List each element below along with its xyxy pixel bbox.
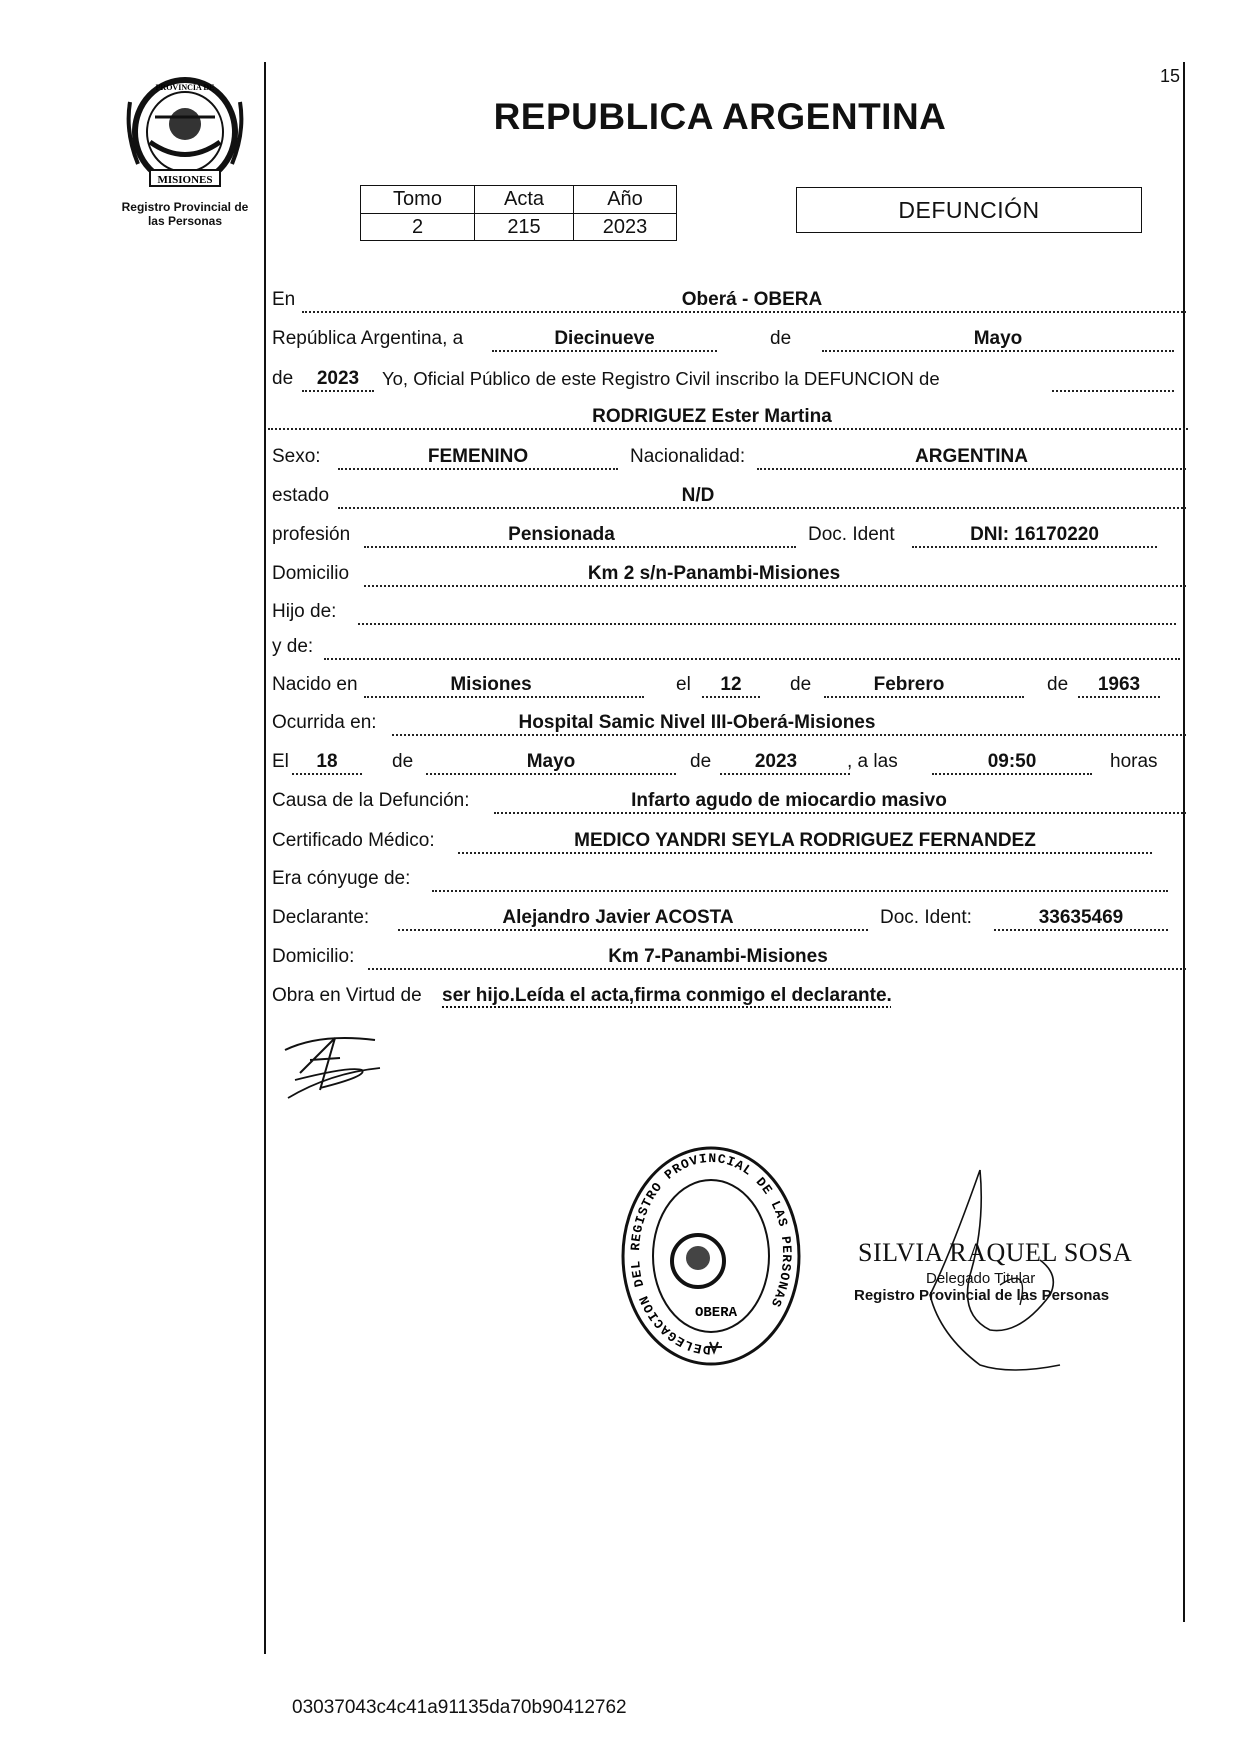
label-de-2: de: [272, 368, 294, 389]
left-margin-line: [264, 62, 266, 1654]
value-nacionalidad: ARGENTINA: [915, 446, 1028, 467]
row-estado: [272, 475, 1188, 509]
document-type-box: DEFUNCIÓN: [796, 187, 1142, 233]
seal-ring-text: DELEGACION DEL REGISTRO PROVINCIAL DE LAS PERSONAS: [628, 1150, 795, 1358]
row-certificado: [272, 820, 1188, 854]
label-sexo: Sexo:: [272, 446, 321, 467]
row-hijo-de: [272, 591, 1188, 625]
document-hash: 03037043c4c41a91135da70b90412762: [292, 1697, 627, 1718]
label-ocurrida-en: Ocurrida en:: [272, 712, 377, 733]
value-sexo: FEMENINO: [427, 446, 529, 467]
label-de-nac-2: de: [1047, 674, 1069, 695]
label-conyuge: Era cónyuge de:: [272, 868, 411, 889]
nombre-line: [268, 428, 1188, 430]
signatory-name: SILVIA RAQUEL SOSA: [858, 1238, 1133, 1267]
value-certificado: MEDICO YANDRI SEYLA RODRIGUEZ FERNANDEZ: [574, 830, 1036, 851]
label-de-1: de: [770, 328, 792, 349]
value-declarante: Alejandro Javier ACOSTA: [502, 907, 734, 928]
seal-center-text: OBERA: [694, 1305, 738, 1321]
label-en: En: [272, 289, 296, 310]
row-domicilio: [272, 553, 1188, 587]
value-nac-mes: Febrero: [873, 674, 945, 695]
row-nacido: [272, 664, 1188, 698]
provincial-coat-of-arms-logo: [120, 72, 250, 190]
logo-caption: Registro Provincial de las Personas: [121, 200, 249, 228]
value-def-hora: 09:50: [987, 751, 1037, 772]
registry-header-tomo: Tomo: [361, 186, 475, 214]
row-conyuge: [272, 858, 1188, 892]
logo-bottom-text: MISIONES: [157, 174, 213, 186]
registry-table: [360, 185, 677, 241]
label-declarante-doc: Doc. Ident:: [880, 907, 972, 928]
label-profesion: profesión: [272, 524, 351, 545]
label-republica: República Argentina, a: [272, 328, 464, 349]
value-lugar: Oberá - OBERA: [681, 289, 823, 310]
label-domicilio: Domicilio: [272, 563, 350, 584]
row-en: [272, 279, 1188, 313]
row-declarante-domicilio: [272, 936, 1188, 970]
page-number: 15: [1160, 66, 1181, 86]
label-de-def-2: de: [690, 751, 712, 772]
registry-header-acta: Acta: [475, 186, 574, 214]
oficial-text: Yo, Oficial Público de este Registro Civil inscribo la DEFUNCION de: [382, 368, 940, 389]
label-a-las: , a las: [847, 751, 898, 772]
value-def-anio: 2023: [754, 751, 798, 772]
signatory-role: Delegado Titular: [926, 1270, 1036, 1287]
signatory-org: Registro Provincial de las Personas: [854, 1287, 1110, 1304]
label-de-def-1: de: [392, 751, 414, 772]
value-estado: N/D: [681, 485, 715, 506]
value-def-mes: Mayo: [526, 751, 576, 772]
row-republica: [272, 318, 1188, 352]
registry-value-tomo: 2: [361, 214, 475, 241]
value-profesion: Pensionada: [508, 524, 615, 545]
row-sexo: [272, 436, 1188, 470]
row-y-de: [272, 626, 1188, 660]
row-nombre: [272, 396, 1188, 430]
row-fecha-defuncion: [272, 741, 1188, 775]
label-el-cap: El: [272, 751, 289, 772]
declarant-signature: [280, 1028, 400, 1103]
value-mes-texto: Mayo: [973, 328, 1023, 349]
label-horas: horas: [1110, 751, 1158, 772]
value-ocurrida: Hospital Samic Nivel III-Oberá-Misiones: [518, 712, 876, 733]
value-causa: Infarto agudo de miocardio masivo: [631, 790, 947, 811]
label-certificado: Certificado Médico:: [272, 830, 435, 851]
label-doc-ident: Doc. Ident: [808, 524, 895, 545]
value-nombre: RODRIGUEZ Ester Martina: [592, 406, 832, 427]
label-declarante: Declarante:: [272, 907, 370, 928]
value-nac-dia: 12: [720, 674, 742, 695]
row-declarante: [272, 897, 1188, 931]
official-seal: [618, 1146, 804, 1372]
value-doc-ident: DNI: 16170220: [970, 524, 1099, 545]
label-nacionalidad: Nacionalidad:: [630, 446, 746, 467]
label-nacido-en: Nacido en: [272, 674, 358, 695]
row-ocurrida: [272, 702, 1188, 736]
label-declarante-domicilio: Domicilio:: [272, 946, 355, 967]
value-declarante-domicilio: Km 7-Panambi-Misiones: [608, 946, 828, 967]
row-causa: [272, 780, 1188, 814]
value-nac-anio: 1963: [1097, 674, 1141, 695]
label-hijo-de: Hijo de:: [272, 601, 337, 622]
value-declarante-doc: 33635469: [1038, 907, 1124, 928]
registry-value-acta: 215: [475, 214, 574, 241]
value-anio-inscripcion: 2023: [316, 368, 360, 389]
value-def-dia: 18: [316, 751, 338, 772]
signatory-block: [854, 1238, 1178, 1304]
label-estado: estado: [272, 485, 330, 506]
registry-value-anio: 2023: [574, 214, 677, 241]
label-el: el: [676, 674, 691, 695]
row-obra: [272, 975, 1188, 1009]
value-dia-texto: Diecinueve: [554, 328, 655, 349]
logo-top-text: PROVINCIA DE: [155, 83, 215, 92]
label-obra: Obra en Virtud de: [272, 985, 422, 1006]
label-y-de: y de:: [272, 636, 314, 657]
value-nacido-lugar: Misiones: [450, 674, 532, 695]
label-causa: Causa de la Defunción:: [272, 790, 470, 811]
value-domicilio: Km 2 s/n-Panambi-Misiones: [587, 563, 841, 584]
page-title: REPUBLICA ARGENTINA: [493, 96, 947, 137]
row-profesion: [272, 514, 1188, 548]
registry-header-anio: Año: [574, 186, 677, 214]
label-de-nac-1: de: [790, 674, 812, 695]
row-oficial: [272, 358, 1188, 392]
value-obra: ser hijo.Leída el acta,firma conmigo el declarante.: [442, 985, 892, 1006]
